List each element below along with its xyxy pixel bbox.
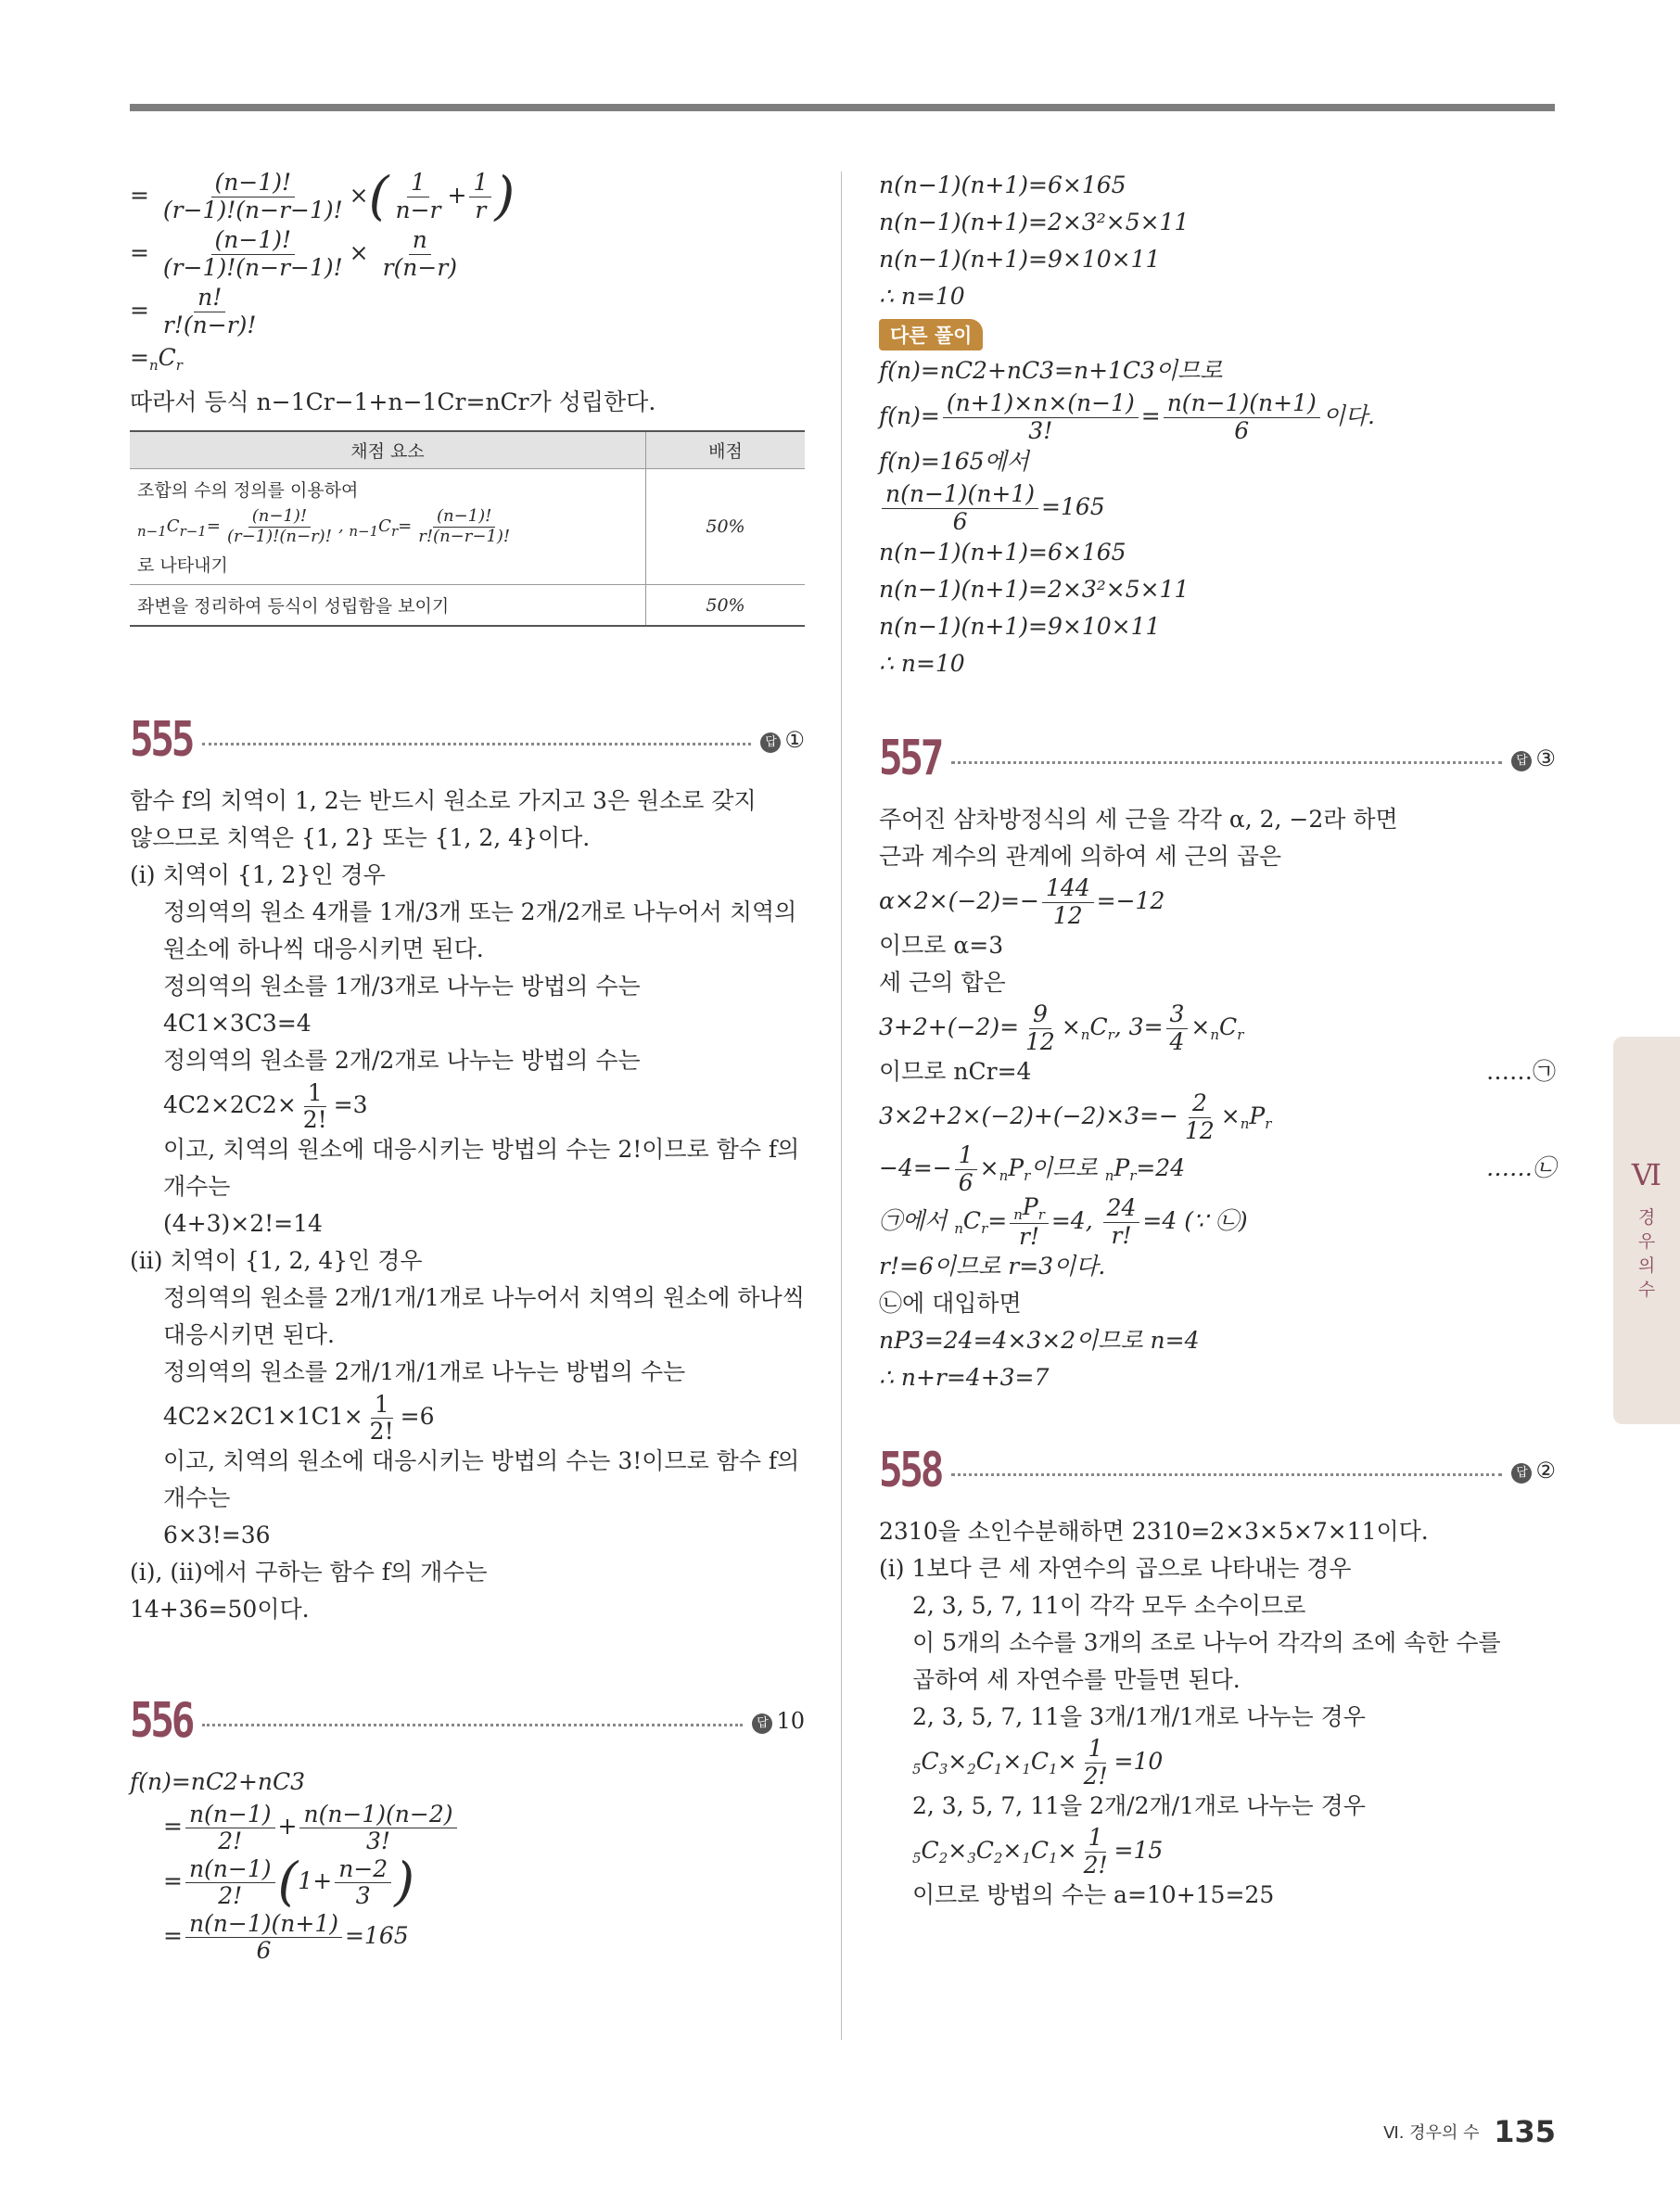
- text-line: (ⅰ) 1보다 큰 세 자연수의 곱으로 나타내는 경우: [879, 1555, 1352, 1582]
- formula-line: [879, 1053, 1556, 1090]
- scoring-row-1-top: 조합의 수의 정의를 이용하여: [137, 480, 359, 501]
- formula-line: 3+2+(−2)= $\frac{9}{12}$ $\times_nC_r$, 3= $\frac{3}{4}$ $\times_nC_r$: [879, 1000, 1244, 1055]
- text-line: 정의역의 원소를 2개/1개/1개로 나누어서 치역의 원소에 하나씩: [163, 1284, 805, 1312]
- text-line: 정의역의 원소를 2개/2개로 나누는 방법의 수는: [163, 1047, 641, 1075]
- answer-icon: 답: [1511, 751, 1532, 771]
- text-line: (ⅱ) 치역이 {1, 2, 4}인 경우: [130, 1247, 423, 1275]
- scoring-row-1-formula: $_{n-1}C_{r-1}=$ $\frac{(n-1)!}{(r-1)!(n-r)!}$ , $_{n-1}C_r=$ $\frac{(n-1)!}{r!(n-r-1)!}$: [137, 506, 511, 546]
- formula-part: =165: [344, 1922, 409, 1950]
- dotted-leader: [951, 761, 1502, 764]
- formula-part: =6: [400, 1403, 435, 1431]
- problem-number: 555: [130, 712, 193, 769]
- page-footer: [1383, 2114, 1556, 2149]
- answer-icon: 답: [752, 1713, 772, 1734]
- answer-label: [1511, 1458, 1556, 1484]
- scoring-header-item: 채점 요소: [130, 431, 646, 469]
- text-line: n(n−1)(n+1)=6×165: [879, 539, 1126, 566]
- formula-part: =10: [1114, 1748, 1164, 1775]
- formula-line: $_5C_2\times_3C_2\times_1C_1\times$ $\frac{1}{2!}$ =15: [912, 1824, 1164, 1879]
- formula-part: 이므로 nCr=4: [879, 1058, 1032, 1085]
- text-line: f(n)=165에서: [879, 448, 1029, 475]
- scoring-header-score: 배점: [646, 431, 806, 469]
- formula-line: α×2×(−2)=− $\frac{144}{12}$ =−12: [879, 874, 1165, 929]
- top-rule: [130, 104, 1555, 111]
- text-line: r!=6이므로 r=3이다.: [879, 1253, 1106, 1280]
- text-line: 함수 f의 치역이 1, 2는 반드시 원소로 가지고 3은 원소로 갖지: [130, 787, 757, 815]
- text-line: ∴ n=10: [879, 283, 965, 310]
- scoring-table: [130, 430, 805, 627]
- text-line: f(n)=nC2+nC3=n+1C3이므로: [879, 357, 1223, 384]
- text-line: 않으므로 치역은 {1, 2} 또는 {1, 2, 4}이다.: [130, 824, 591, 852]
- formula-part: =165: [1041, 493, 1105, 520]
- text-line: ∴ n+r=4+3=7: [879, 1364, 1050, 1391]
- text-line: 이 5개의 소수를 3개의 조로 나누어 각각의 조에 속한 수를: [912, 1629, 1501, 1656]
- problem-557-header: [879, 731, 1556, 786]
- text-line: 이므로 α=3: [879, 932, 1004, 959]
- text-line: 4C1×3C3=4: [163, 1010, 312, 1038]
- scoring-row-2: 좌변을 정리하여 등식이 성립함을 보이기: [130, 585, 646, 627]
- formula-line: = $\frac{n(n-1)(n+1)}{6}$ =165: [163, 1909, 409, 1965]
- text-line: 2, 3, 5, 7, 11을 2개/2개/1개로 나누는 경우: [912, 1792, 1366, 1819]
- dotted-leader: [951, 1473, 1502, 1476]
- problem-555-header: [130, 712, 805, 768]
- formula-line: f(n)= $\frac{(n+1)\times n\times(n-1)}{3!}$ = $\frac{n(n-1)(n+1)}{6}$ 이다.: [879, 389, 1375, 444]
- formula-part: 이다.: [1322, 402, 1375, 429]
- formula-line: 4C2×2C2× $\frac{1}{2!}$ =3: [163, 1078, 368, 1134]
- text-line: n(n−1)(n+1)=2×3²×5×11: [879, 209, 1190, 236]
- formula-line: ㉠에서 $_nC_r=$ $\frac{_nP_r}{r!}$ =4, $\frac{24}{r!}$ =4 (∵ ㉡): [879, 1193, 1248, 1251]
- answer-value: ①: [784, 727, 805, 754]
- scoring-row-1: [130, 469, 646, 585]
- formula-line: 4C2×2C1×1C1× $\frac{1}{2!}$ =6: [163, 1390, 435, 1446]
- page-number: 135: [1494, 2114, 1556, 2149]
- text-line: nP3=24=4×3×2이므로 n=4: [879, 1327, 1200, 1354]
- text-line: 곱하여 세 자연수를 만들면 된다.: [912, 1666, 1241, 1693]
- text-line: 정의역의 원소 4개를 1개/3개 또는 2개/2개로 나누어서 치역의: [163, 898, 797, 926]
- proof-step-2: = $\frac{(n-1)!}{(r-1)!(n-r-1)!}$ × $\frac{n}{r(n-r)}$: [130, 226, 458, 281]
- equation-tag-2: ……㉡: [1485, 1154, 1556, 1181]
- formula-part: 4C2×2C2×: [163, 1091, 297, 1119]
- chapter-title-vertical: 경 우 의 수: [1637, 1207, 1656, 1300]
- equation-tag-1: ……㉠: [1485, 1058, 1556, 1085]
- proof-conclusion: 따라서 등식 n−1Cr−1+n−1Cr=nCr가 성립한다.: [130, 389, 656, 415]
- text-line: (ⅰ), (ⅱ)에서 구하는 함수 f의 개수는: [130, 1559, 488, 1586]
- text-line: n(n−1)(n+1)=2×3²×5×11: [879, 576, 1190, 603]
- text-line: (ⅰ) 치역이 {1, 2}인 경우: [130, 861, 386, 889]
- answer-label: [760, 727, 805, 753]
- formula-line: = $\frac{n(n-1)}{2!}$ (1+ $\frac{n-2}{3}$ ): [163, 1852, 415, 1913]
- formula-line: $\frac{n(n-1)(n+1)}{6}$ =165: [879, 480, 1556, 534]
- text-line: 이고, 치역의 원소에 대응시키는 방법의 수는 2!이므로 함수 f의: [163, 1136, 800, 1164]
- answer-value: 10: [776, 1708, 805, 1735]
- answer-icon: 답: [760, 732, 781, 753]
- text-line: n(n−1)(n+1)=6×165: [879, 172, 1126, 198]
- problem-number: 556: [130, 1693, 193, 1750]
- answer-value: ②: [1535, 1458, 1556, 1484]
- formula-part: =15: [1114, 1837, 1164, 1864]
- proof-step-4: $=_nC_r$: [130, 344, 183, 374]
- text-line: 개수는: [163, 1484, 231, 1512]
- problem-556-header: [130, 1693, 805, 1749]
- text-line: 대응시키면 된다.: [163, 1321, 335, 1349]
- proof-step-3: = $\frac{n!}{r!(n-r)!}$: [130, 284, 257, 338]
- right-column: [879, 167, 1556, 1914]
- formula-line: −4=− $\frac{1}{6}$ $\times_nP_r$이므로 $_nP_r=24$ ……㉡: [879, 1141, 1556, 1196]
- chapter-side-tab[interactable]: [1613, 1037, 1680, 1424]
- proof-step-1: = $\frac{(n-1)!}{(r-1)!(n-r-1)!}$ ×( $\frac{1}{n-r}$ + $\frac{1}{r}$ ): [130, 166, 515, 227]
- formula-line: = $\frac{n(n-1)}{2!}$ + $\frac{n(n-1)(n-2)}{3!}$: [130, 1801, 805, 1853]
- text-line: ∴ n=10: [879, 650, 965, 677]
- problem-number: 557: [879, 731, 942, 786]
- formula-line: 3×2+2×(−2)+(−2)×3=− $\frac{2}{12}$ $\times_nP_r$: [879, 1089, 1272, 1144]
- scoring-row-1-bottom: 로 나타내기: [137, 555, 228, 577]
- text-line: 세 근의 합은: [879, 969, 1006, 996]
- problem-number: 558: [879, 1443, 942, 1498]
- text-line: 14+36=50이다.: [130, 1596, 310, 1624]
- text-line: n(n−1)(n+1)=9×10×11: [879, 613, 1161, 640]
- text-line: 정의역의 원소를 2개/1개/1개로 나누는 방법의 수는: [163, 1358, 686, 1386]
- answer-label: [752, 1708, 805, 1734]
- scoring-row-1-score: 50%: [646, 469, 806, 585]
- problem-558-header: [879, 1443, 1556, 1498]
- text-line: 2310을 소인수분해하면 2310=2×3×5×7×11이다.: [879, 1518, 1429, 1545]
- left-column: [130, 166, 805, 1965]
- text-line: 2, 3, 5, 7, 11을 3개/1개/1개로 나누는 경우: [912, 1703, 1366, 1730]
- text-line: (4+3)×2!=14: [163, 1210, 323, 1238]
- text-line: 이므로 방법의 수는 a=10+15=25: [912, 1881, 1275, 1908]
- dotted-leader: [202, 743, 751, 745]
- text-line: 원소에 하나씩 대응시키면 된다.: [163, 936, 484, 963]
- formula-part: =3: [333, 1091, 368, 1119]
- text-line: 주어진 삼차방정식의 세 근을 각각 α, 2, −2라 하면: [879, 806, 1398, 833]
- dotted-leader: [202, 1724, 743, 1726]
- alt-solution-badge: 다른 풀이: [879, 319, 983, 350]
- text-line: 개수는: [163, 1173, 231, 1201]
- text-line: f(n)=nC2+nC3: [130, 1768, 306, 1796]
- chapter-roman-numeral: Ⅵ: [1631, 1157, 1662, 1192]
- text-line: 2, 3, 5, 7, 11이 각각 모두 소수이므로: [912, 1592, 1306, 1619]
- column-divider: [841, 172, 842, 2040]
- text-line: 6×3!=36: [163, 1522, 271, 1549]
- footer-chapter: Ⅵ. 경우의 수: [1383, 2123, 1480, 2143]
- text-line: n(n−1)(n+1)=9×10×11: [879, 246, 1161, 273]
- formula-part: 4C2×2C1×1C1×: [163, 1403, 363, 1431]
- formula-line: $_5C_3\times_2C_1\times_1C_1\times$ $\frac{1}{2!}$ =10: [912, 1735, 1164, 1790]
- text-line: 정의역의 원소를 1개/3개로 나누는 방법의 수는: [163, 973, 641, 1000]
- answer-value: ③: [1535, 745, 1556, 771]
- text-line: 이고, 치역의 원소에 대응시키는 방법의 수는 3!이므로 함수 f의: [163, 1447, 800, 1475]
- scoring-row-2-score: 50%: [646, 585, 806, 627]
- text-line: ㉡에 대입하면: [879, 1290, 1022, 1317]
- answer-label: [1511, 745, 1556, 771]
- answer-icon: 답: [1511, 1463, 1532, 1484]
- text-line: 근과 계수의 관계에 의하여 세 근의 곱은: [879, 843, 1282, 870]
